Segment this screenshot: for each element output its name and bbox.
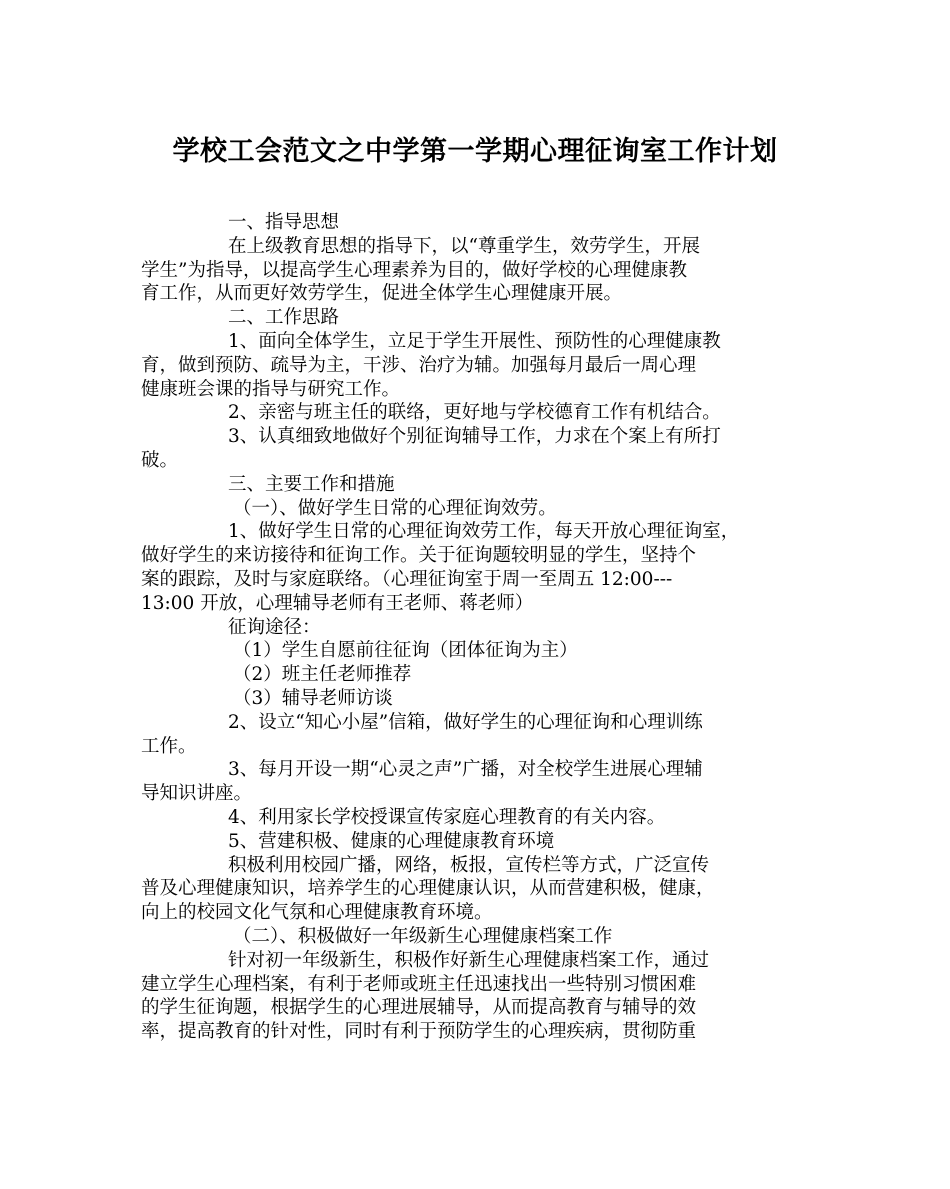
paragraph-line: （1）学生自愿前往征询（团体征询为主） (233, 640, 578, 662)
paragraph-line: 学生”为指导，以提高学生心理素养为目的，做好学校的心理健康教 (141, 259, 687, 281)
paragraph-line: 一、指导思想 (228, 212, 340, 233)
paragraph-line: 育工作，从而更好效劳学生，促进全体学生心理健康开展。 (141, 283, 623, 305)
paragraph-line: 导知识讲座。 (141, 783, 253, 805)
paragraph-line: 积极利用校园广播，网络，板报，宣传栏等方式，广泛宣传 (228, 854, 710, 876)
paragraph-line: 在上级教育思想的指导下，以“尊重学生，效劳学生，开展 (228, 235, 700, 257)
paragraph-line: 健康班会课的指导与研究工作。 (141, 378, 401, 400)
paragraph-line: 3、认真细致地做好个别征询辅导工作，力求在个案上有所打 (228, 426, 721, 448)
paragraph-line: 征询途径： (228, 616, 321, 638)
paragraph-line: 案的跟踪，及时与家庭联络。（心理征询室于周一至周五 12:00--- (141, 568, 673, 590)
paragraph-line: 向上的校园文化气氛和心理健康教育环境。 (141, 902, 493, 924)
paragraph-line: （一）、做好学生日常的心理征询效劳。 (233, 497, 557, 519)
paragraph-line: （二）、积极做好一年级新生心理健康档案工作 (233, 925, 613, 947)
paragraph-line: 2、亲密与班主任的联络，更好地与学校德育工作有机结合。 (228, 402, 721, 424)
paragraph-line: 工作。 (141, 735, 197, 757)
paragraph-line: 普及心理健康知识，培养学生的心理健康认识，从而营建积极，健康， (141, 878, 715, 900)
paragraph-line: 率，提高教育的针对性，同时有利于预防学生的心理疾病，贯彻防重 (141, 1021, 697, 1043)
paragraph-line: 三、主要工作和措施 (228, 473, 395, 495)
document-title: 学校工会范文之中学第一学期心理征询室工作计划 (172, 136, 778, 167)
paragraph-line: 2、设立“知心小屋”信箱，做好学生的心理征询和心理训练 (228, 711, 703, 733)
paragraph-line: 建立学生心理档案，有利于老师或班主任迅速找出一些特别习惯困难 (141, 973, 697, 995)
paragraph-line: 育，做到预防、疏导为主，干涉、治疗为辅。加强每月最后一周心理 (141, 354, 697, 376)
paragraph-line: （2）班主任老师推荐 (233, 664, 412, 686)
document-body (141, 211, 821, 1044)
paragraph-line: （3）辅导老师访谈 (233, 687, 393, 709)
paragraph-line: 4、利用家长学校授课宣传家庭心理教育的有关内容。 (228, 806, 666, 828)
paragraph-line: 1、面向全体学生，立足于学生开展性、预防性的心理健康教 (228, 330, 721, 352)
paragraph-line: 1、做好学生日常的心理征询效劳工作，每天开放心理征询室， (228, 521, 740, 543)
paragraph-line: 针对初一年级新生，积极作好新生心理健康档案工作，通过 (228, 949, 710, 971)
paragraph-line: 做好学生的来访接待和征询工作。关于征询题较明显的学生，坚持个 (141, 545, 697, 567)
paragraph-line: 的学生征询题，根据学生的心理进展辅导，从而提高教育与辅导的效 (141, 997, 697, 1019)
paragraph-line: 破。 (141, 449, 179, 471)
paragraph-line: 13:00 开放，心理辅导老师有王老师、蒋老师） (141, 592, 534, 614)
paragraph-line: 二、工作思路 (228, 307, 340, 329)
paragraph-line: 5、营建积极、健康的心理健康教育环境 (228, 830, 555, 852)
paragraph-line: 3、每月开设一期“心灵之声”广播，对全校学生进展心理辅 (228, 759, 703, 781)
